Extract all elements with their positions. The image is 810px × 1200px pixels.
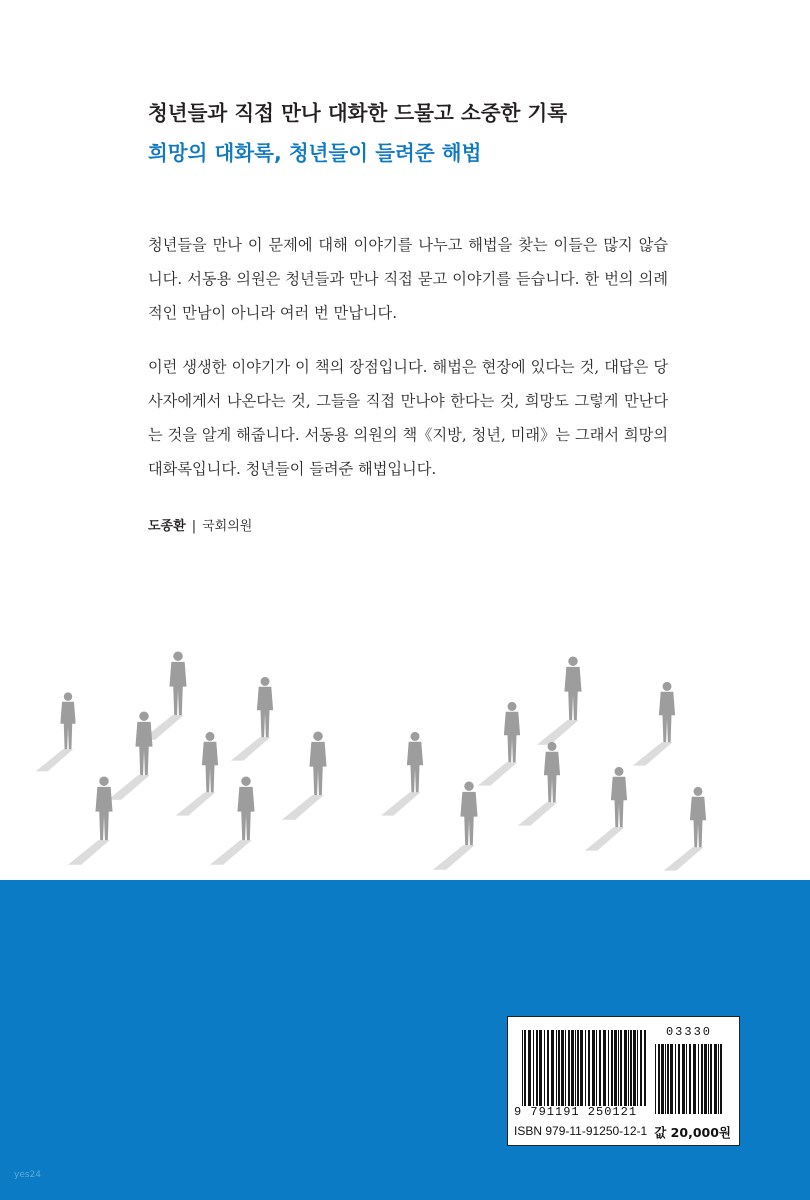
barcode-bar (665, 1044, 666, 1114)
barcode-bar (522, 1030, 523, 1106)
barcode-bar (608, 1030, 609, 1106)
barcode-bar (689, 1044, 691, 1114)
person-silhouette (36, 692, 76, 771)
barcode-bar (528, 1030, 531, 1106)
barcode-bar (558, 1030, 560, 1106)
barcode-bar (614, 1030, 617, 1106)
barcode-bar (592, 1030, 595, 1106)
barcode-bar (682, 1044, 685, 1114)
endorsement-paragraph-2: 이런 생생한 이야기가 이 책의 장점입니다. 해법은 현장에 있다는 것, 대답은 당사자에게서 나온다는 것, 그들을 직접 만나야 한다는 것, 희망도 그렇게 만난다는 것을 알게 해줍니다. 서동용 의원의 책《지방, 청년, 미래》는 그래서 희망의 대화록입니다. 청년들이 들려준 해법입니다. (148, 358, 668, 478)
barcode-bar (630, 1030, 632, 1106)
barcode-bar (667, 1044, 669, 1114)
barcode-bar (624, 1030, 627, 1106)
barcode-bar (720, 1044, 722, 1114)
endorser-name: 도종환 (148, 519, 186, 534)
barcode-bar (565, 1030, 566, 1106)
person-silhouette (381, 732, 423, 816)
barcode-bar (603, 1030, 606, 1106)
barcode-bar (561, 1030, 564, 1106)
barcode-bar (718, 1044, 719, 1114)
isbn-number: ISBN 979-11-91250-12-1 (514, 1124, 648, 1138)
watermark: yes24 (14, 1170, 42, 1180)
person-silhouette (282, 731, 327, 819)
barcode-bar (524, 1030, 526, 1106)
barcode-bar (551, 1030, 554, 1106)
crowd-illustration (0, 600, 810, 880)
barcode-bar (644, 1030, 646, 1106)
barcode-bar (710, 1044, 712, 1114)
barcode-bar (568, 1030, 570, 1106)
barcode-bar (714, 1044, 717, 1114)
person-silhouette (478, 702, 520, 786)
person-silhouette (585, 767, 627, 851)
barcode-bar (620, 1030, 622, 1106)
person-silhouette (108, 711, 153, 799)
barcode-bar (585, 1030, 586, 1106)
book-price: 값 20,000원 (654, 1125, 731, 1140)
barcode-bar (596, 1030, 597, 1106)
barcode-bar (701, 1044, 703, 1114)
barcode-bar (611, 1030, 613, 1106)
barcode-bar (544, 1030, 545, 1106)
barcode-bar (588, 1030, 590, 1106)
addon-barcode (655, 1044, 723, 1122)
person-silhouette (176, 732, 218, 816)
person-silhouette (231, 677, 273, 761)
barcode-bar (539, 1030, 542, 1106)
barcode-bar (675, 1044, 676, 1114)
person-silhouette (433, 781, 478, 869)
barcode-bar (708, 1044, 709, 1114)
barcode-bar (536, 1030, 538, 1106)
barcode-bar (658, 1044, 660, 1114)
endorser-title: 국회의원 (202, 519, 253, 534)
isbn-barcode-box (507, 1016, 740, 1146)
barcode-bar (661, 1044, 664, 1114)
person-silhouette (518, 742, 560, 826)
person-silhouette (633, 682, 675, 766)
addon-digits: 03330 (665, 1025, 712, 1039)
person-silhouette (210, 776, 255, 864)
barcode-bar (655, 1044, 656, 1114)
cover-headline: 청년들과 직접 만나 대화한 드물고 소중한 기록 (148, 101, 568, 125)
barcode-bar (618, 1030, 619, 1106)
barcode-bar (637, 1030, 638, 1106)
barcode-bar (686, 1044, 687, 1114)
barcode-bar (678, 1044, 680, 1114)
barcode-bar (633, 1030, 636, 1106)
cover-subheadline: 희망의 대화록, 청년들이 들려준 해법 (148, 141, 482, 165)
endorser-credit (148, 515, 252, 534)
barcode-bar (640, 1030, 642, 1106)
barcode-bar (575, 1030, 576, 1106)
person-silhouette (537, 656, 582, 744)
barcode-bar (577, 1030, 579, 1106)
barcode-bar (556, 1030, 557, 1106)
barcode-bar (547, 1030, 549, 1106)
person-silhouette (68, 776, 113, 864)
barcode-bar (599, 1030, 601, 1106)
barcode-bar (580, 1030, 583, 1106)
credit-separator: | (191, 519, 197, 534)
person-silhouette (664, 787, 706, 871)
barcode-bar (533, 1030, 534, 1106)
barcode-bar (693, 1044, 696, 1114)
barcode-bar (571, 1030, 574, 1106)
endorsement-paragraph-1: 청년들을 만나 이 문제에 대해 이야기를 나누고 해법을 찾는 이들은 많지 않습니다. 서동용 의원은 청년들과 만나 직접 묻고 이야기를 듣습니다. 한 번의 의례적인 만남이 아니라 여러 번 만납니다. (148, 236, 668, 322)
barcode-bar (698, 1044, 699, 1114)
barcode-bar (704, 1044, 707, 1114)
ean-digits: 9 791191 250121 (514, 1105, 638, 1119)
barcode-bar (628, 1030, 629, 1106)
barcode-bar (670, 1044, 673, 1114)
ean13-barcode (522, 1030, 646, 1108)
